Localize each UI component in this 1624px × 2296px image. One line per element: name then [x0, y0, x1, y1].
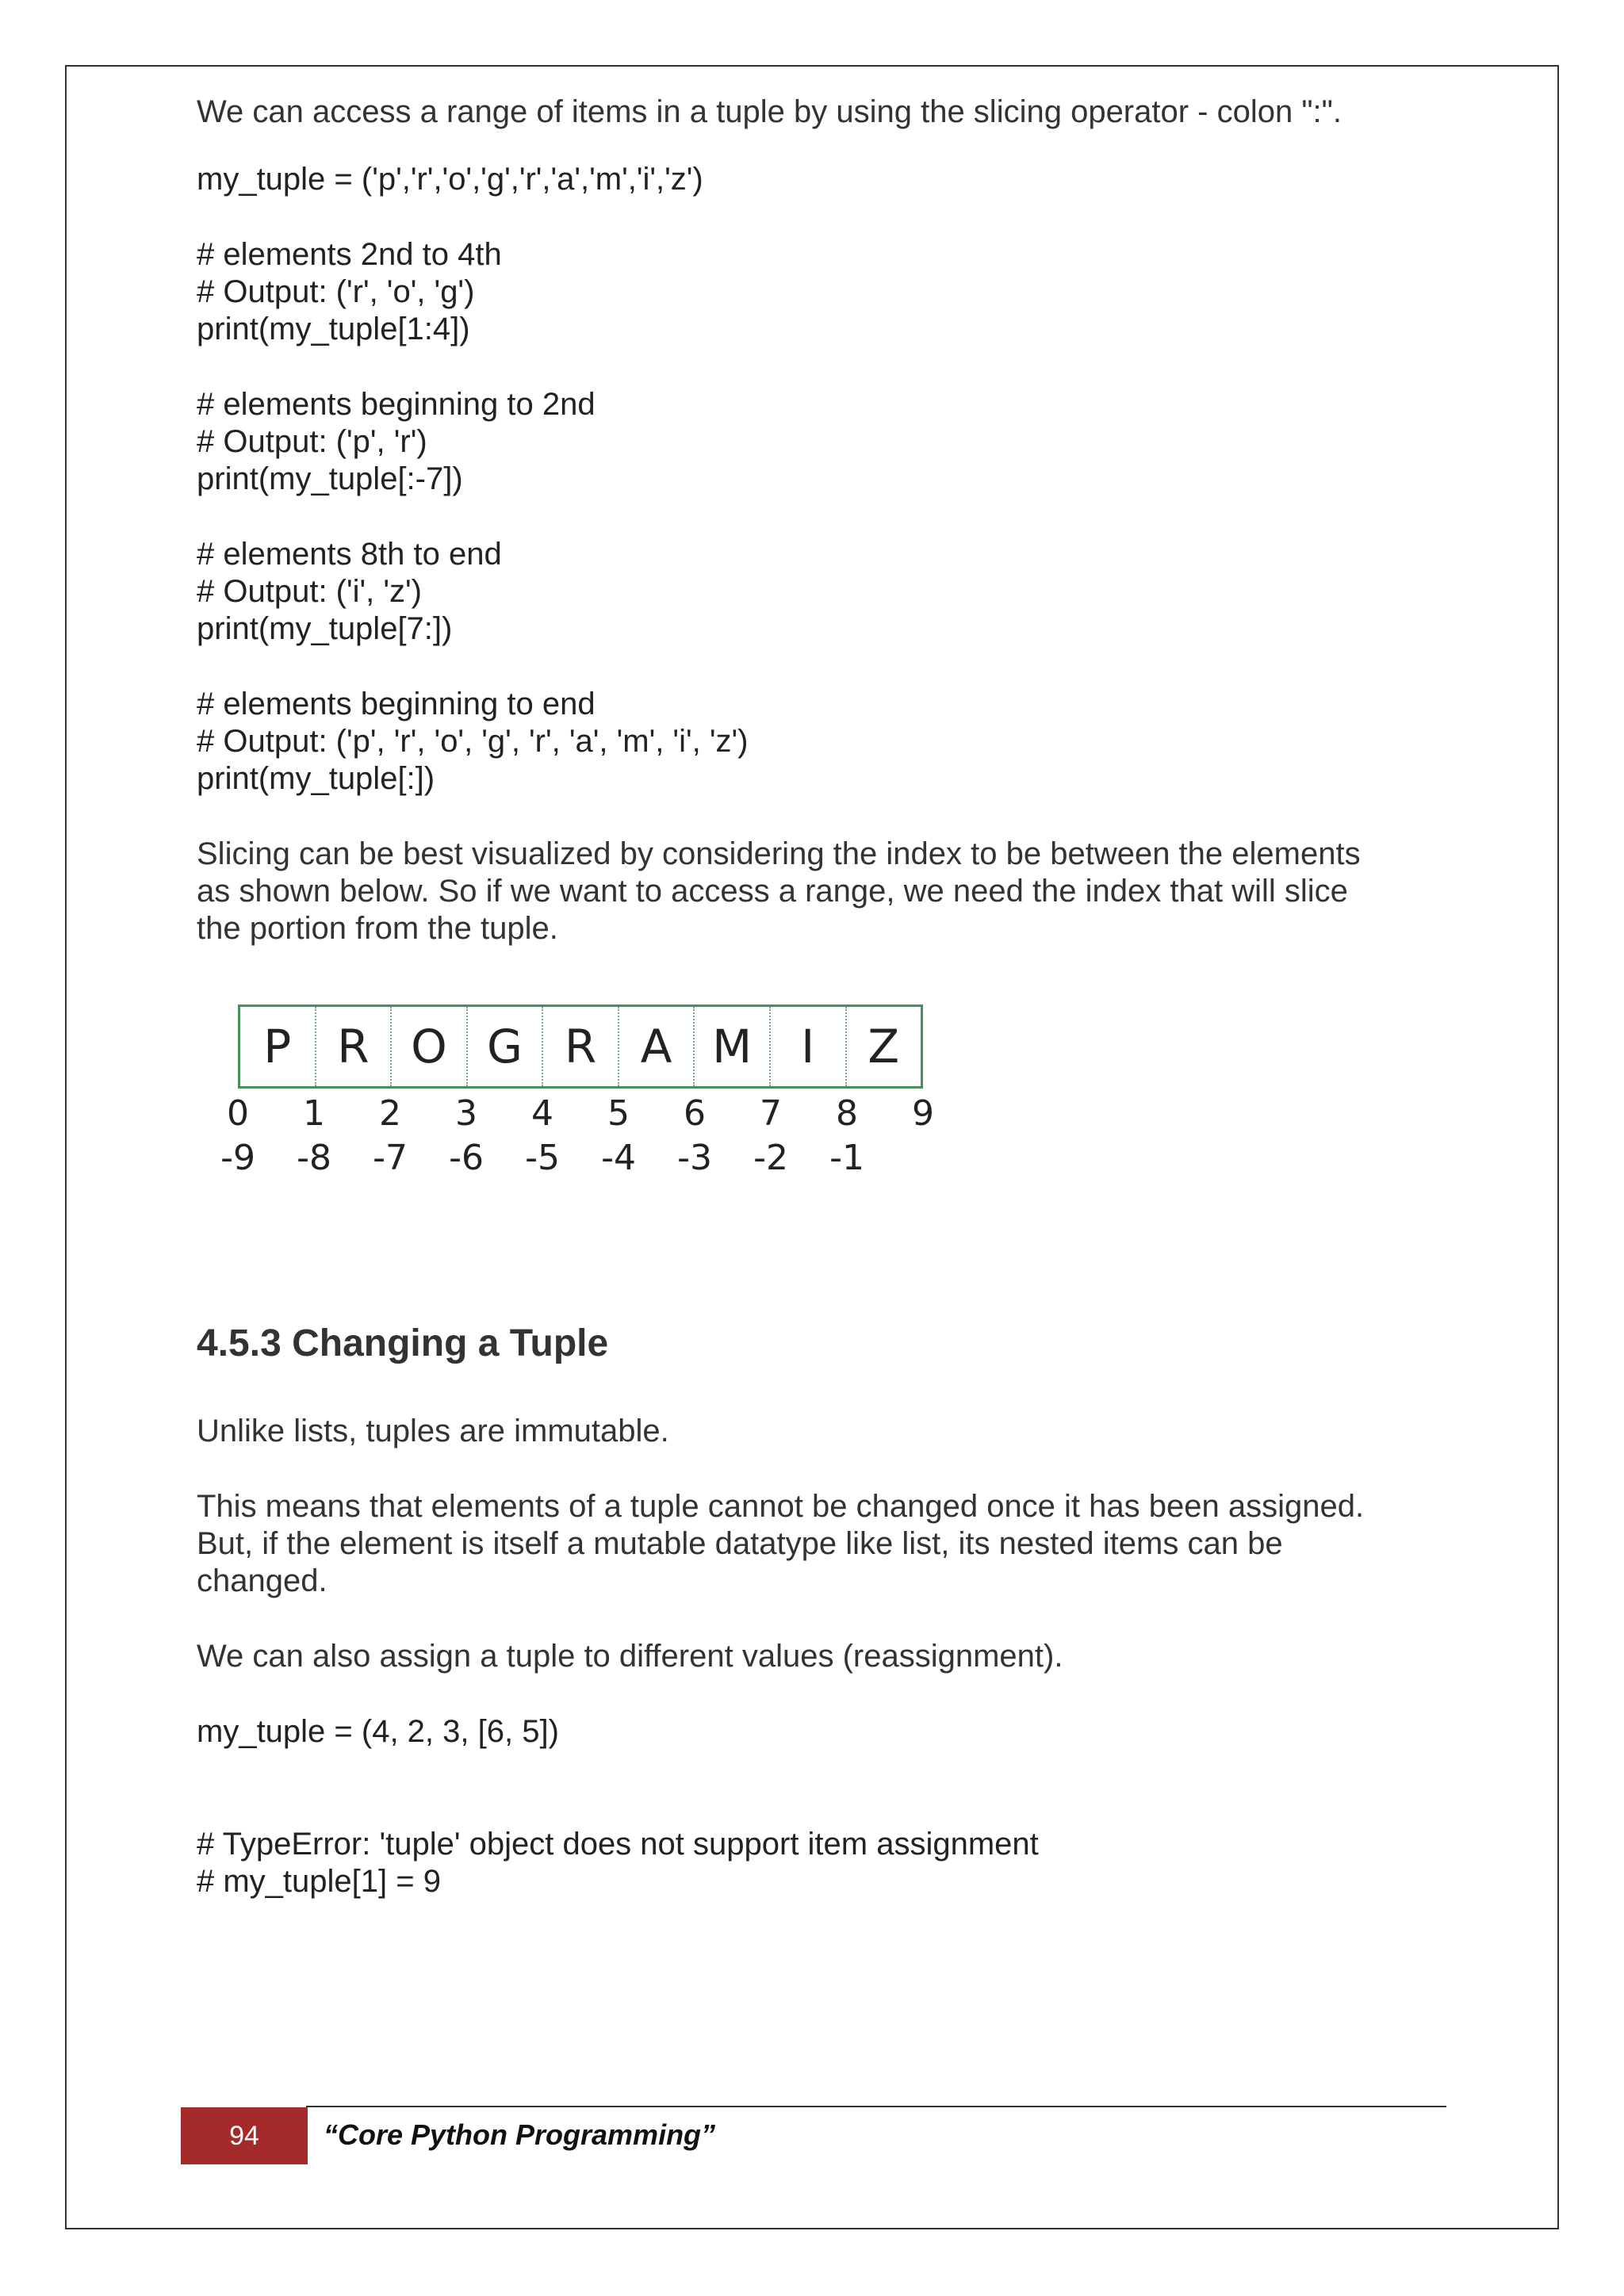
slicing-explanation: Slicing can be best visualized by considering the index to be between the elements as shown below. So if we want to access a range, we need the index that will slice the portion from the tuple. [197, 836, 1361, 946]
positive-index-label: 4 [531, 1093, 553, 1134]
code-tuple-definition [197, 161, 1434, 198]
paragraph-reassignment: We can also assign a tuple to different values (reassignment). [197, 1639, 1063, 1674]
slicing-index-diagram [201, 1004, 994, 1211]
code-line: # elements 2nd to 4th [197, 237, 502, 272]
positive-index-label: 7 [760, 1093, 782, 1134]
code-type-error [197, 1826, 1434, 1900]
footer-book-title: “Core Python Programming” [324, 2118, 716, 2151]
code-line: # elements beginning to end [197, 687, 596, 721]
code-line: print(my_tuple[:]) [197, 761, 435, 796]
positive-index-label: 6 [684, 1093, 706, 1134]
paragraph-mutable-elements: This means that elements of a tuple cannot be changed once it has been assigned. But, if the element is itself a mutable datatype like list, its nested items can be changed. [197, 1489, 1365, 1598]
negative-index-label: -8 [297, 1138, 331, 1178]
positive-index-label: 8 [836, 1093, 858, 1134]
positive-index-row [201, 1093, 994, 1138]
positive-index-label: 3 [455, 1093, 477, 1134]
page-number-badge [181, 2107, 308, 2164]
code-line: # my_tuple[1] = 9 [197, 1864, 441, 1899]
negative-index-label: -3 [677, 1138, 712, 1178]
section-heading: 4.5.3 Changing a Tuple [197, 1322, 609, 1364]
code-tuple-with-list [197, 1713, 1434, 1751]
tuple-letter: A [619, 1007, 695, 1086]
code-line: my_tuple = ('p','r','o','g','r','a','m','i','z') [197, 162, 703, 197]
tuple-letter: O [392, 1007, 468, 1086]
code-line: # Output: ('p', 'r') [197, 424, 427, 459]
positive-index-label: 0 [227, 1093, 249, 1134]
code-line: # TypeError: 'tuple' object does not support item assignment [197, 1827, 1039, 1862]
page-number: 94 [229, 2120, 259, 2151]
tuple-letter: M [695, 1007, 771, 1086]
code-line: print(my_tuple[1:4]) [197, 312, 470, 346]
negative-index-label: -6 [449, 1138, 484, 1178]
negative-index-label: -7 [373, 1138, 408, 1178]
tuple-letter: P [240, 1007, 316, 1086]
negative-index-label: -4 [601, 1138, 636, 1178]
paragraph-immutable: Unlike lists, tuples are immutable. [197, 1414, 669, 1448]
code-line: print(my_tuple[:-7]) [197, 461, 463, 496]
code-slice-beginning-to-2nd [197, 386, 1434, 498]
tuple-letters-box [238, 1004, 923, 1089]
tuple-letter: Z [868, 1020, 900, 1073]
code-slice-2nd-to-4th [197, 236, 1434, 348]
positive-index-label: 1 [303, 1093, 325, 1134]
code-line: print(my_tuple[7:]) [197, 611, 453, 646]
positive-index-label: 5 [607, 1093, 630, 1134]
code-line: my_tuple = (4, 2, 3, [6, 5]) [197, 1714, 559, 1749]
code-line: # Output: ('i', 'z') [197, 574, 422, 609]
page-content [197, 94, 1434, 1938]
tuple-letter: I [771, 1007, 847, 1086]
code-line: # Output: ('r', 'o', 'g') [197, 274, 475, 309]
negative-index-row [201, 1138, 994, 1182]
footer-rule [306, 2106, 1446, 2107]
positive-index-label: 2 [379, 1093, 401, 1134]
code-slice-8th-to-end [197, 536, 1434, 648]
code-line: # elements beginning to 2nd [197, 387, 596, 422]
code-line: # elements 8th to end [197, 537, 502, 572]
negative-index-label: -2 [753, 1138, 788, 1178]
tuple-letter: G [468, 1007, 544, 1086]
negative-index-label: -1 [829, 1138, 864, 1178]
tuple-letter: R [543, 1007, 619, 1086]
code-line: # Output: ('p', 'r', 'o', 'g', 'r', 'a', 'm', 'i', 'z') [197, 724, 749, 759]
negative-index-label: -5 [525, 1138, 560, 1178]
code-slice-beginning-to-end [197, 686, 1434, 798]
intro-paragraph: We can access a range of items in a tuple by using the slicing operator - colon ":". [197, 94, 1342, 129]
tuple-letter: R [316, 1007, 393, 1086]
negative-index-label: -9 [220, 1138, 255, 1178]
positive-index-label: 9 [912, 1093, 934, 1134]
